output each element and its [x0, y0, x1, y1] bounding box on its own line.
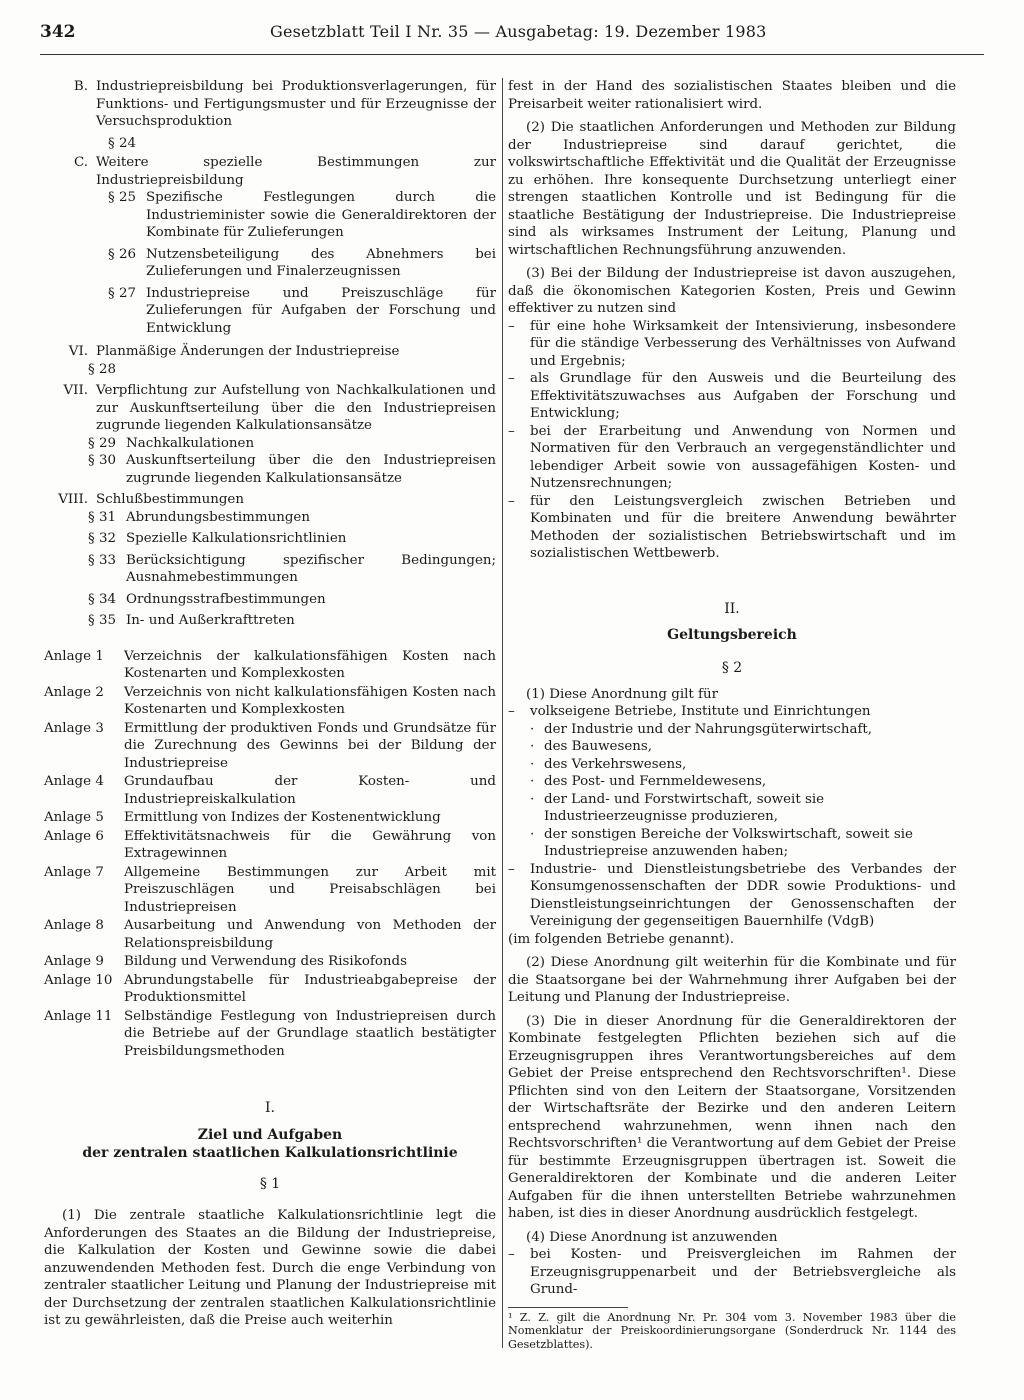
- anlage-entry: Anlage 10 Abrundungstabelle für Industrieabgabepreise der Produktionsmittel: [44, 972, 496, 1005]
- toc-subitem: § 34 Ordnungsstrafbestimmungen: [88, 591, 326, 607]
- column-divider: [502, 78, 503, 1348]
- toc-subitem: § 25 Spezifische Festlegungen durch die Industrieminister sowie die Generaldirektoren der Kombinate für Zulieferungen: [108, 190, 496, 240]
- section-number: I.: [265, 1100, 275, 1116]
- toc-entry-vi: [44, 343, 496, 361]
- body-paragraph: (3) Die in dieser Anordnung für die Generaldirektoren der Kombinate festgelegten Pflichten beziehen sich auf die Erzeugnisgruppen ihres Verantwortungsbereiches auf dem Gebiet der Preise entsprechend den Rechtsvorschriften¹. Diese Pflichten sind von den Leitern der Staatsorgane, Vorsitzenden der Wirtschaftsräte der Bezirke und den anderen Leitern entsprechend wahrzunehmen, wenn ihnen nach den Rechtsvorschriften¹ die Verantwortung auf dem Gebiet der Preise für bestimmte Erzeugnisgruppen übertragen ist. Soweit die Generaldirektoren der Kombinate und die anderen Leiter Aufgaben für die ihnen unterstellten Betriebe wahrzunehmen haben, ist dies in dieser Anordnung ausdrücklich festgelegt.: [508, 1013, 956, 1221]
- body-paragraph: (4) Diese Anordnung ist anzuwenden: [526, 1229, 778, 1245]
- dash-item: – bei Kosten- und Preisvergleichen im Rahmen der Erzeugnisgruppenarbeit und der Betriebsvergleiche als Grund-: [508, 1247, 956, 1297]
- bullet-item: · der Land- und Forstwirtschaft, soweit sie Industrieerzeugnisse produzieren,: [530, 791, 825, 824]
- paragraph-heading: § 1: [259, 1175, 281, 1192]
- dash-item: – für eine hohe Wirksamkeit der Intensivierung, insbesondere für die ständige Verbesserung des Verhältnisses von Aufwand und Ergebnis;: [508, 318, 956, 369]
- anlage-entry: Anlage 1 Verzeichnis der kalkulationsfähigen Kosten nach Kostenarten und Komplexkosten: [44, 648, 496, 681]
- body-paragraph: (1) Die zentrale staatliche Kalkulationsrichtlinie legt die Anforderungen des Staates an die Bildung der Industriepreise, die Kalkulation der Kosten und Gewinne sowie die dabei anzuwendenden Methoden fest. Durch die enge Verbindung von zentraler staatlicher Leitung und Planung der Industriepreise mit der Durchsetzung der zentralen staatlichen Kalkulationsrichtlinie ist zu gewährleisten, daß die Preise auch weiterhin: [44, 1208, 496, 1328]
- dash-item: – als Grundlage für den Ausweis und die Beurteilung des Effektivitätszuwachses aus Aufgaben der Forschung und Entwicklung;: [508, 371, 956, 421]
- dash-item: – volkseigene Betriebe, Institute und Einrichtungen: [508, 704, 871, 719]
- dash-item: – bei der Erarbeitung und Anwendung von Normen und Normativen für den Verbrauch an vergegenständlichter und lebendiger Arbeit sowie von aussagefähigen Kosten- und Nutzensrechnungen;: [508, 423, 956, 491]
- running-title: Gesetzblatt Teil I Nr. 35 — Ausgabetag: 19. Dezember 1983: [270, 22, 767, 41]
- toc-subitem: § 27 Industriepreise und Preiszuschläge für Zulieferungen für Aufgaben der Forschung und Entwicklung: [108, 285, 496, 336]
- toc-label: VII.: [63, 383, 88, 398]
- toc-subitem: § 31 Abrundungsbestimmungen: [88, 509, 310, 525]
- toc-entry-viii: [44, 491, 496, 509]
- toc-subitem: § 32 Spezielle Kalkulationsrichtlinien: [88, 531, 347, 546]
- body-paragraph: fest in der Hand des sozialistischen Staates bleiben und die Preisarbeit weiter rationalisiert wird.: [508, 79, 956, 112]
- toc-para: § 28: [88, 361, 116, 377]
- anlage-entry: Anlage 2 Verzeichnis von nicht kalkulationsfähigen Kosten nach Kostenarten und Komplexkosten: [44, 684, 496, 717]
- anlage-entry: Anlage 8 Ausarbeitung und Anwendung von Methoden der Relationspreisbildung: [44, 918, 496, 951]
- anlage-entry: Anlage 3 Ermittlung der produktiven Fonds und Grundsätze für die Zurechnung des Gewinns bei der Bildung der Industriepreise: [44, 720, 496, 771]
- section-title: Ziel und Aufgaben der zentralen staatlichen Kalkulationsrichtlinie: [82, 1126, 458, 1161]
- toc-para: § 24: [108, 135, 136, 151]
- anlage-entry: Anlage 4 Grundaufbau der Kosten- und Industriepreiskalkulation: [44, 774, 496, 807]
- body-paragraph: (2) Diese Anordnung gilt weiterhin für die Kombinate und für die Staatsorgane bei der Wahrnehmung ihrer Aufgaben bei der Leitung und Planung der Industriepreise.: [508, 955, 956, 1005]
- toc-text: Planmäßige Änderungen der Industriepreise: [96, 344, 400, 359]
- bullet-item: · der sonstigen Bereiche der Volkswirtschaft, soweit sie Industriepreise anzuwenden haben;: [530, 826, 913, 859]
- anlagen-list: [44, 648, 496, 1061]
- footnote-rule: [508, 1307, 628, 1308]
- right-column: [508, 78, 956, 1351]
- toc-subitem: § 26 Nutzensbeteiligung des Abnehmers bei Zulieferungen und Finalerzeugnissen: [108, 246, 496, 279]
- toc-label: VIII.: [58, 492, 88, 507]
- section-title: Geltungsbereich: [667, 627, 797, 643]
- body-paragraph: (3) Bei der Bildung der Industriepreise ist davon auszugehen, daß die ökonomischen Kategorien Kosten, Preis und Gewinn effektiver zu nutzen sind: [508, 266, 956, 316]
- bullet-item: · des Bauwesens,: [530, 739, 653, 754]
- bullet-item: · der Industrie und der Nahrungsgüterwirtschaft,: [530, 721, 873, 737]
- toc-label: VI.: [68, 344, 88, 359]
- footnote: ¹ Z. Z. gilt die Anordnung Nr. Pr. 304 vom 3. November 1983 über die Nomenklatur der Preiskoordinierungsorgane (Sonderdruck Nr. 1144 des Gesetzblattes).: [508, 1310, 956, 1351]
- toc-subitem: § 30 Auskunftserteilung über die den Industriepreisen zugrunde liegenden Kalkulationsansätze: [88, 453, 496, 486]
- toc-text: Schlußbestimmungen: [96, 492, 244, 507]
- section-number: II.: [724, 600, 740, 617]
- toc-subitem: § 35 In- und Außerkrafttreten: [88, 613, 295, 628]
- body-paragraph: (2) Die staatlichen Anforderungen und Methoden zur Bildung der Industriepreise sind darauf gerichtet, die volkswirtschaftliche Effektivität und die Qualität der Erzeugnisse zu erhöhen. Ihre konsequente Durchsetzung unterliegt einer strengen staatlichen Kontrolle und ist Bedingung für die staatliche Bestätigung der Industriepreise. Die Industriepreise sind als wirksames Instrument der Leitung, Planung und wirtschaftlichen Rechnungsführung anzuwenden.: [508, 120, 956, 258]
- page-number: 342: [40, 22, 76, 42]
- dash-item: – Industrie- und Dienstleistungsbetriebe des Verbandes der Konsumgenossenschaften der DDR sowie Produktions- und Dienstleistungseinrichtungen der Genossenschaften der Vereinigung der gegenseitigen Bauernhilfe (VdgB): [508, 861, 956, 929]
- toc-subitem: § 29 Nachkalkulationen: [88, 435, 255, 451]
- toc-text: Verpflichtung zur Aufstellung von Nachkalkulationen und zur Auskunftserteilung über die den Industriepreisen zugrunde liegenden Kalkulationsansätze: [96, 383, 496, 433]
- page-header: [40, 22, 984, 58]
- bullet-item: · des Verkehrswesens,: [530, 756, 687, 772]
- anlage-entry: Anlage 5 Ermittlung von Indizes der Kostenentwicklung: [44, 810, 441, 825]
- bullet-item: · des Post- und Fernmeldewesens,: [530, 774, 767, 789]
- toc-label: B.: [73, 79, 88, 94]
- toc-label: C.: [73, 155, 88, 170]
- dash-item: – für den Leistungsvergleich zwischen Betrieben und Kombinaten und für die breitere Anwendung bewährter Methoden der sozialistischen Betriebswirtschaft und im sozialistischen Wettbewerb.: [508, 493, 956, 561]
- toc-text: Industriepreisbildung bei Produktionsverlagerungen, für Funktions- und Fertigungsmuster und für Erzeugnisse der Versuchsproduktion: [96, 79, 496, 129]
- left-column: [44, 78, 496, 1330]
- body-paragraph: (1) Diese Anordnung gilt für: [526, 686, 719, 702]
- paragraph-heading: § 2: [721, 660, 743, 676]
- toc-text: Weitere spezielle Bestimmungen zur Industriepreisbildung: [96, 155, 496, 188]
- body-paragraph: (im folgenden Betriebe genannt).: [508, 931, 734, 947]
- header-rule: [40, 54, 984, 55]
- anlage-entry: Anlage 6 Effektivitätsnachweis für die Gewährung von Extragewinnen: [44, 828, 496, 861]
- toc-entry-c: [44, 154, 496, 189]
- anlage-entry: Anlage 9 Bildung und Verwendung des Risikofonds: [44, 954, 407, 969]
- anlage-entry: Anlage 11 Selbständige Festlegung von Industriepreisen durch die Betriebe auf der Grundlage staatlich bestätigter Preisbildungsmethoden: [44, 1008, 496, 1059]
- toc-subitem: § 33 Berücksichtigung spezifischer Bedingungen; Ausnahmebestimmungen: [88, 552, 496, 585]
- anlage-entry: Anlage 7 Allgemeine Bestimmungen zur Arbeit mit Preiszuschlägen und Preisabschlägen bei Industriepreisen: [44, 864, 496, 915]
- toc-entry-vii: [44, 382, 496, 435]
- toc-entry-b: [44, 78, 496, 131]
